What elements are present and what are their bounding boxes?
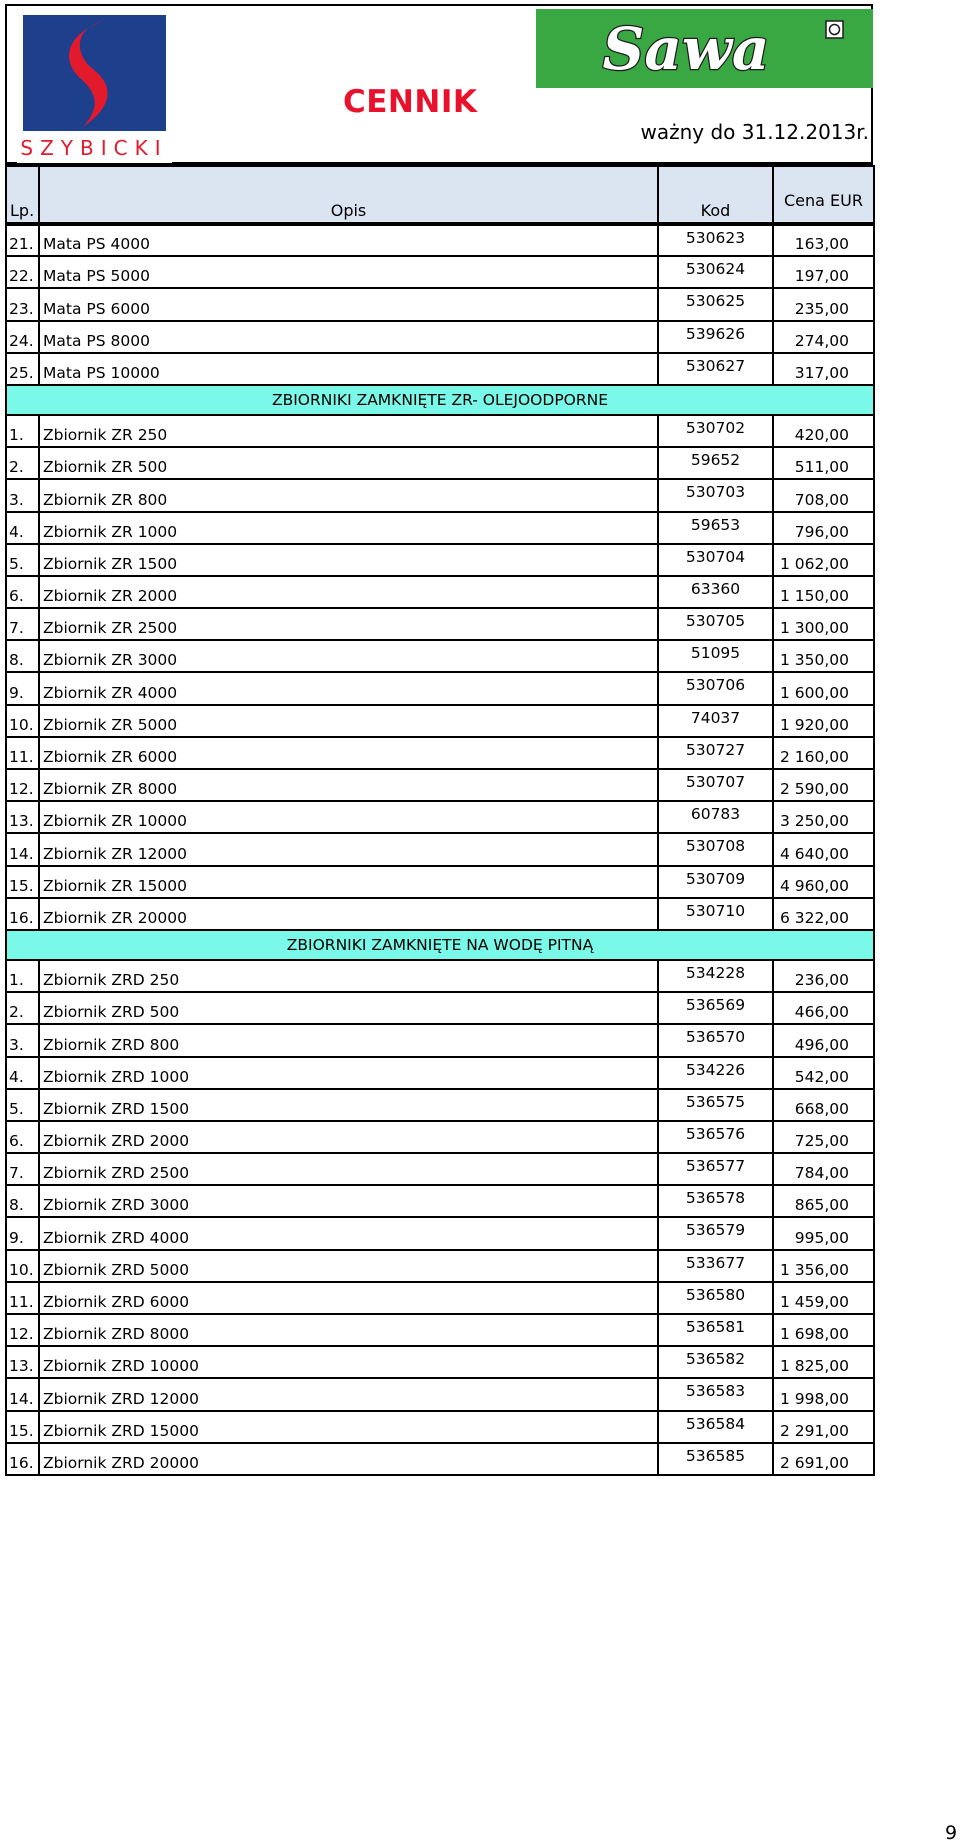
section-title: ZBIORNIKI ZAMKNIĘTE NA WODĘ PITNĄ: [6, 930, 874, 960]
row-price: 2 590,00: [773, 769, 874, 801]
section-header-row: [6, 930, 874, 960]
row-number: 25.: [6, 353, 39, 385]
row-code: 530702: [658, 415, 773, 447]
table-row: [6, 1153, 874, 1185]
row-description: Zbiornik ZR 10000: [39, 801, 658, 833]
row-description: Zbiornik ZRD 5000: [39, 1250, 658, 1282]
row-code: 530706: [658, 672, 773, 704]
row-description: Zbiornik ZR 3000: [39, 640, 658, 672]
row-number: 7.: [6, 1153, 39, 1185]
table-row: [6, 1057, 874, 1089]
row-price: 2 291,00: [773, 1411, 874, 1443]
table-row: [6, 833, 874, 865]
table-row: [6, 801, 874, 833]
row-description: Zbiornik ZR 2000: [39, 576, 658, 608]
row-description: Zbiornik ZR 250: [39, 415, 658, 447]
row-number: 2.: [6, 992, 39, 1024]
row-description: Mata PS 8000: [39, 321, 658, 353]
row-price: 420,00: [773, 415, 874, 447]
row-number: 9.: [6, 672, 39, 704]
row-number: 1.: [6, 415, 39, 447]
row-price: 496,00: [773, 1024, 874, 1056]
row-description: Mata PS 4000: [39, 224, 658, 256]
row-number: 6.: [6, 1121, 39, 1153]
row-description: Zbiornik ZR 4000: [39, 672, 658, 704]
row-number: 16.: [6, 898, 39, 930]
row-code: 530708: [658, 833, 773, 865]
row-description: Zbiornik ZR 20000: [39, 898, 658, 930]
row-price: 1 698,00: [773, 1314, 874, 1346]
row-price: 274,00: [773, 321, 874, 353]
szybicki-logo: [17, 9, 172, 163]
row-number: 12.: [6, 769, 39, 801]
row-code: 59652: [658, 447, 773, 479]
document-title: CENNIK: [343, 84, 478, 120]
row-price: 1 150,00: [773, 576, 874, 608]
row-price: 796,00: [773, 512, 874, 544]
table-row: [6, 1121, 874, 1153]
row-number: 15.: [6, 866, 39, 898]
row-number: 3.: [6, 479, 39, 511]
row-price: 235,00: [773, 288, 874, 320]
column-header-opis: Opis: [39, 166, 658, 224]
row-price: 1 350,00: [773, 640, 874, 672]
row-description: Zbiornik ZR 500: [39, 447, 658, 479]
table-row: [6, 769, 874, 801]
row-price: 2 160,00: [773, 737, 874, 769]
row-description: Zbiornik ZRD 10000: [39, 1346, 658, 1378]
table-row: [6, 415, 874, 447]
row-code: 530623: [658, 224, 773, 256]
row-number: 2.: [6, 447, 39, 479]
row-code: 59653: [658, 512, 773, 544]
row-code: 530705: [658, 608, 773, 640]
table-row: [6, 1024, 874, 1056]
row-code: 534228: [658, 960, 773, 992]
row-description: Zbiornik ZRD 250: [39, 960, 658, 992]
row-code: 63360: [658, 576, 773, 608]
row-price: 1 920,00: [773, 705, 874, 737]
row-code: 536578: [658, 1185, 773, 1217]
table-row: [6, 1217, 874, 1249]
row-price: 317,00: [773, 353, 874, 385]
table-row: [6, 1089, 874, 1121]
row-code: 536579: [658, 1217, 773, 1249]
row-price: 466,00: [773, 992, 874, 1024]
row-number: 11.: [6, 1282, 39, 1314]
table-row: [6, 1378, 874, 1410]
row-number: 3.: [6, 1024, 39, 1056]
row-code: 51095: [658, 640, 773, 672]
row-description: Zbiornik ZRD 15000: [39, 1411, 658, 1443]
row-description: Zbiornik ZR 800: [39, 479, 658, 511]
table-row: [6, 1411, 874, 1443]
table-row: [6, 479, 874, 511]
table-row: [6, 898, 874, 930]
row-price: 1 062,00: [773, 544, 874, 576]
row-code: 530703: [658, 479, 773, 511]
row-description: Zbiornik ZR 2500: [39, 608, 658, 640]
row-number: 13.: [6, 801, 39, 833]
row-description: Zbiornik ZRD 6000: [39, 1282, 658, 1314]
table-row: [6, 960, 874, 992]
row-description: Zbiornik ZRD 20000: [39, 1443, 658, 1475]
row-description: Zbiornik ZRD 4000: [39, 1217, 658, 1249]
table-row: [6, 224, 874, 256]
row-price: 511,00: [773, 447, 874, 479]
row-description: Zbiornik ZRD 1000: [39, 1057, 658, 1089]
row-code: 536585: [658, 1443, 773, 1475]
row-code: 534226: [658, 1057, 773, 1089]
row-code: 536576: [658, 1121, 773, 1153]
row-description: Zbiornik ZR 12000: [39, 833, 658, 865]
table-row: [6, 1346, 874, 1378]
table-row: [6, 288, 874, 320]
row-description: Zbiornik ZR 1000: [39, 512, 658, 544]
row-price: 1 998,00: [773, 1378, 874, 1410]
row-number: 10.: [6, 1250, 39, 1282]
row-number: 22.: [6, 256, 39, 288]
row-number: 11.: [6, 737, 39, 769]
svg-text:SZYBICKI: SZYBICKI: [20, 136, 168, 160]
row-code: 530709: [658, 866, 773, 898]
row-number: 9.: [6, 1217, 39, 1249]
table-row: [6, 640, 874, 672]
row-description: Mata PS 5000: [39, 256, 658, 288]
row-number: 14.: [6, 833, 39, 865]
row-number: 7.: [6, 608, 39, 640]
table-row: [6, 544, 874, 576]
row-number: 21.: [6, 224, 39, 256]
price-list-document: [5, 4, 873, 1476]
row-price: 542,00: [773, 1057, 874, 1089]
table-row: [6, 737, 874, 769]
row-code: 530627: [658, 353, 773, 385]
row-code: 533677: [658, 1250, 773, 1282]
table-row: [6, 608, 874, 640]
column-header-lp: Lp.: [6, 166, 39, 224]
row-description: Mata PS 10000: [39, 353, 658, 385]
row-code: 530710: [658, 898, 773, 930]
row-number: 8.: [6, 640, 39, 672]
row-price: 236,00: [773, 960, 874, 992]
row-number: 5.: [6, 1089, 39, 1121]
row-code: 536577: [658, 1153, 773, 1185]
table-row: [6, 512, 874, 544]
row-description: Zbiornik ZR 5000: [39, 705, 658, 737]
row-price: 1 356,00: [773, 1250, 874, 1282]
row-description: Zbiornik ZRD 12000: [39, 1378, 658, 1410]
row-description: Zbiornik ZRD 500: [39, 992, 658, 1024]
table-row: [6, 321, 874, 353]
page-number: 9: [945, 1822, 958, 1844]
table-row: [6, 866, 874, 898]
row-price: 708,00: [773, 479, 874, 511]
row-code: 536581: [658, 1314, 773, 1346]
table-row: [6, 1443, 874, 1475]
row-description: Zbiornik ZR 15000: [39, 866, 658, 898]
svg-text:Sawa: Sawa: [602, 15, 770, 83]
row-description: Zbiornik ZR 1500: [39, 544, 658, 576]
row-price: 4 960,00: [773, 866, 874, 898]
row-number: 10.: [6, 705, 39, 737]
table-row: [6, 1250, 874, 1282]
row-description: Zbiornik ZR 8000: [39, 769, 658, 801]
row-number: 4.: [6, 512, 39, 544]
table-row: [6, 992, 874, 1024]
row-description: Zbiornik ZRD 2500: [39, 1153, 658, 1185]
table-row: [6, 1314, 874, 1346]
row-code: 60783: [658, 801, 773, 833]
row-price: 784,00: [773, 1153, 874, 1185]
table-row: [6, 672, 874, 704]
row-price: 2 691,00: [773, 1443, 874, 1475]
table-row: [6, 1282, 874, 1314]
row-price: 1 300,00: [773, 608, 874, 640]
table-row: [6, 1185, 874, 1217]
row-price: 1 600,00: [773, 672, 874, 704]
row-number: 4.: [6, 1057, 39, 1089]
row-price: 197,00: [773, 256, 874, 288]
price-table-header: [6, 166, 874, 224]
section-title: ZBIORNIKI ZAMKNIĘTE ZR- OLEJOODPORNE: [6, 385, 874, 415]
row-code: 536584: [658, 1411, 773, 1443]
table-row: [6, 447, 874, 479]
row-code: 530704: [658, 544, 773, 576]
row-code: 536575: [658, 1089, 773, 1121]
row-number: 15.: [6, 1411, 39, 1443]
row-number: 5.: [6, 544, 39, 576]
column-header-price: Cena EUR: [773, 166, 874, 224]
sawa-logo: [536, 9, 873, 88]
row-description: Zbiornik ZRD 1500: [39, 1089, 658, 1121]
row-code: 530707: [658, 769, 773, 801]
row-number: 1.: [6, 960, 39, 992]
row-number: 8.: [6, 1185, 39, 1217]
row-price: 865,00: [773, 1185, 874, 1217]
row-description: Zbiornik ZR 6000: [39, 737, 658, 769]
row-price: 163,00: [773, 224, 874, 256]
row-code: 536569: [658, 992, 773, 1024]
row-description: Zbiornik ZRD 2000: [39, 1121, 658, 1153]
row-code: 536570: [658, 1024, 773, 1056]
row-number: 23.: [6, 288, 39, 320]
row-number: 14.: [6, 1378, 39, 1410]
row-price: 1 825,00: [773, 1346, 874, 1378]
row-description: Mata PS 6000: [39, 288, 658, 320]
row-code: 530625: [658, 288, 773, 320]
row-code: 530624: [658, 256, 773, 288]
row-price: 6 322,00: [773, 898, 874, 930]
section-header-row: [6, 385, 874, 415]
row-description: Zbiornik ZRD 8000: [39, 1314, 658, 1346]
row-code: 539626: [658, 321, 773, 353]
row-code: 74037: [658, 705, 773, 737]
table-row: [6, 256, 874, 288]
table-row: [6, 353, 874, 385]
row-code: 530727: [658, 737, 773, 769]
price-table: [5, 165, 875, 1476]
row-number: 13.: [6, 1346, 39, 1378]
column-header-kod: Kod: [658, 166, 773, 224]
table-row: [6, 705, 874, 737]
row-number: 12.: [6, 1314, 39, 1346]
row-code: 536582: [658, 1346, 773, 1378]
row-price: 668,00: [773, 1089, 874, 1121]
row-description: Zbiornik ZRD 800: [39, 1024, 658, 1056]
row-price: 3 250,00: [773, 801, 874, 833]
row-code: 536580: [658, 1282, 773, 1314]
row-code: 536583: [658, 1378, 773, 1410]
price-table-body: [6, 224, 874, 1475]
table-row: [6, 576, 874, 608]
row-description: Zbiornik ZRD 3000: [39, 1185, 658, 1217]
row-number: 24.: [6, 321, 39, 353]
row-price: 725,00: [773, 1121, 874, 1153]
row-price: 4 640,00: [773, 833, 874, 865]
document-header: [5, 4, 873, 165]
row-price: 995,00: [773, 1217, 874, 1249]
row-price: 1 459,00: [773, 1282, 874, 1314]
row-number: 16.: [6, 1443, 39, 1475]
validity-date: ważny do 31.12.2013r.: [640, 120, 869, 144]
row-number: 6.: [6, 576, 39, 608]
